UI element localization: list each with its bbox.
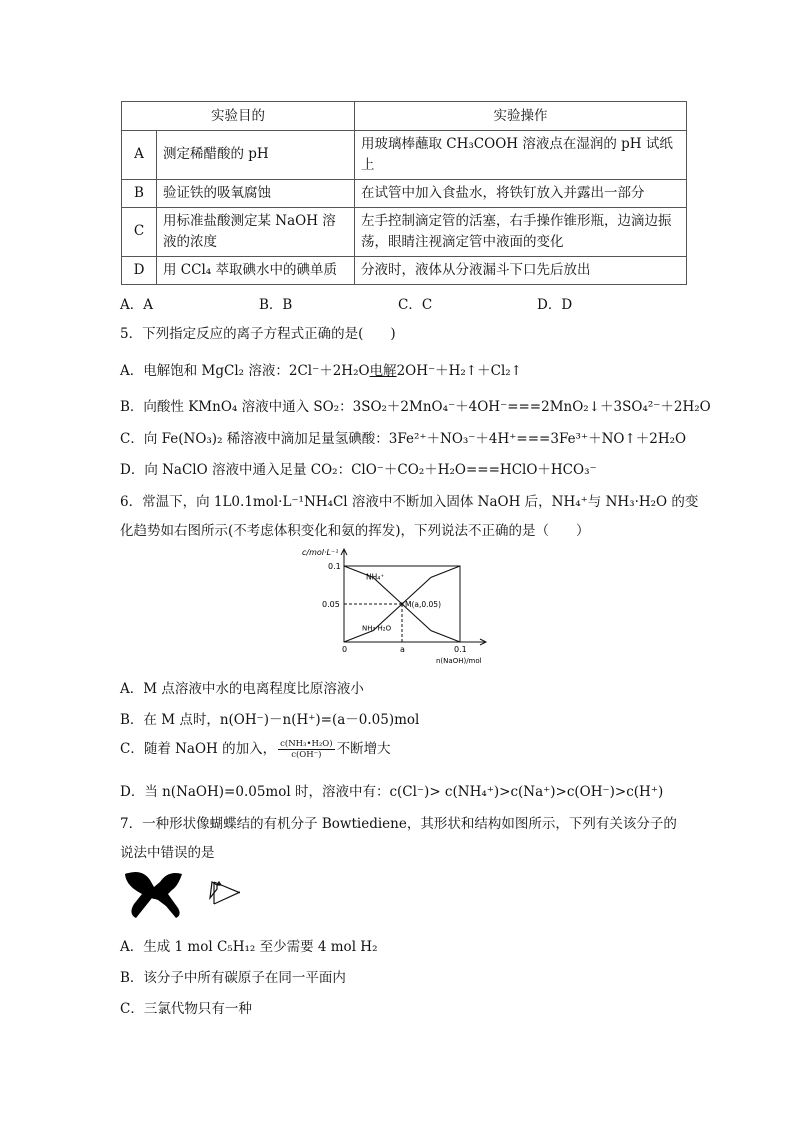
row-label: D	[122, 256, 157, 284]
row-goal: 用标准盐酸测定某 NaOH 溶液的浓度	[157, 207, 355, 256]
q5-a-condition: 电解	[369, 363, 397, 379]
q6-option-a: A．M 点溶液中水的电离程度比原溶液小	[120, 681, 364, 697]
x-tick-label: 0	[342, 645, 348, 654]
q7-stem-line2: 说法中错误的是	[120, 845, 215, 861]
q6-c-fraction	[278, 739, 334, 760]
table-header-goal: 实验目的	[122, 102, 355, 131]
q6-c-post: 不断增大	[336, 741, 391, 757]
q4-option-c: C．C	[398, 297, 433, 313]
row-op: 左手控制滴定管的活塞，右手操作锥形瓶，边滴边振荡，眼睛注视滴定管中液面的变化	[355, 207, 687, 256]
row-goal: 测定稀醋酸的 pH	[157, 131, 355, 180]
row-op: 用玻璃棒蘸取 CH₃COOH 溶液点在湿润的 pH 试纸上	[355, 131, 687, 180]
q4-option-d: D．D	[537, 297, 573, 313]
bowtie-structure-icon	[210, 882, 240, 904]
q7-option-a: A．生成 1 mol C₅H₁₂ 至少需要 4 mol H₂	[120, 939, 378, 955]
q6-option-b: B．在 M 点时，n(OH⁻)－n(H⁺)=(a－0.05)mol	[120, 712, 420, 728]
point-m-label: M(a,0.05)	[405, 600, 442, 609]
table-header-row	[122, 102, 687, 131]
row-label: C	[122, 207, 157, 256]
row-goal: 验证铁的吸氧腐蚀	[157, 179, 355, 207]
table-row	[122, 179, 687, 207]
q7-option-b: B．该分子中所有碳原子在同一平面内	[120, 970, 346, 986]
fraction-denominator: c(OH⁻)	[291, 750, 322, 760]
q4-option-a: A．A	[120, 297, 153, 313]
x-tick-label: 0.1	[454, 645, 467, 654]
bowtie-shape-icon	[125, 872, 182, 918]
row-op: 在试管中加入食盐水，将铁钉放入并露出一部分	[355, 179, 687, 207]
q5-option-c: C．向 Fe(NO₃)₂ 稀溶液中滴加足量氢碘酸：3Fe²⁺＋NO₃⁻＋4H⁺===3Fe³⁺＋NO↑＋2H₂O	[120, 431, 687, 447]
q6-option-c	[120, 737, 391, 760]
experiment-table	[121, 101, 687, 285]
y-tick-label: 0.05	[322, 600, 340, 609]
x-axis-label: n(NaOH)/mol	[436, 657, 482, 665]
q7-option-c: C．三氯代物只有一种	[120, 1001, 252, 1017]
q5-option-b: B．向酸性 KMnO₄ 溶液中通入 SO₂：3SO₂＋2MnO₄⁻＋4OH⁻===2MnO₂↓＋3SO₄²⁻＋2H₂O	[120, 399, 711, 415]
table-header-op: 实验操作	[355, 102, 687, 131]
point-m	[401, 603, 404, 606]
q5-option-d: D．向 NaClO 溶液中通入足量 CO₂：ClO⁻＋CO₂＋H₂O===HClO＋HCO₃⁻	[120, 462, 597, 478]
q6-c-pre: C．随着 NaOH 的加入，	[120, 741, 277, 757]
series-label: NH₄⁺	[366, 572, 385, 582]
q6-stem-line1: 6．常温下，向 1L0.1mol·L⁻¹NH₄Cl 溶液中不断加入固体 NaOH 后，NH₄⁺与 NH₃·H₂O 的变	[120, 494, 699, 510]
q5-a-pre: A．电解饱和 MgCl₂ 溶液：2Cl⁻＋2H₂O	[120, 363, 370, 379]
table-row	[122, 207, 687, 256]
fraction-numerator: c(NH₃•H₂O)	[280, 738, 333, 749]
bowtie-figure	[120, 868, 240, 920]
y-axis-label: c/mol·L⁻¹	[302, 548, 339, 557]
table-row	[122, 131, 687, 180]
q6-stem-line2: 化趋势如右图所示(不考虑体积变化和氨的挥发)，下列说法不正确的是（ ）	[120, 523, 590, 539]
table-row	[122, 256, 687, 284]
series-label: NH₃·H₂O	[362, 624, 392, 633]
q6-option-d: D．当 n(NaOH)=0.05mol 时，溶液中有：c(Cl⁻)> c(NH₄⁺)>c(Na⁺)>c(OH⁻)>c(H⁺)	[120, 784, 664, 800]
q5-stem: 5．下列指定反应的离子方程式正确的是( )	[120, 326, 396, 342]
q5-a-post: 2OH⁻＋H₂↑＋Cl₂↑	[396, 363, 522, 379]
concentration-chart	[290, 546, 490, 668]
q4-options	[120, 293, 680, 313]
y-tick-label: 0.1	[328, 562, 341, 571]
q5-option-a	[120, 359, 522, 379]
q7-stem-line1: 7．一种形状像蝴蝶结的有机分子 Bowtiediene，其形状和结构如图所示，下列有关该分子的	[120, 816, 677, 832]
q4-option-b: B．B	[259, 297, 293, 313]
row-label: A	[122, 131, 157, 180]
row-op: 分液时，液体从分液漏斗下口先后放出	[355, 256, 687, 284]
row-goal: 用 CCl₄ 萃取碘水中的碘单质	[157, 256, 355, 284]
row-label: B	[122, 179, 157, 207]
x-tick-label: a	[400, 645, 405, 654]
